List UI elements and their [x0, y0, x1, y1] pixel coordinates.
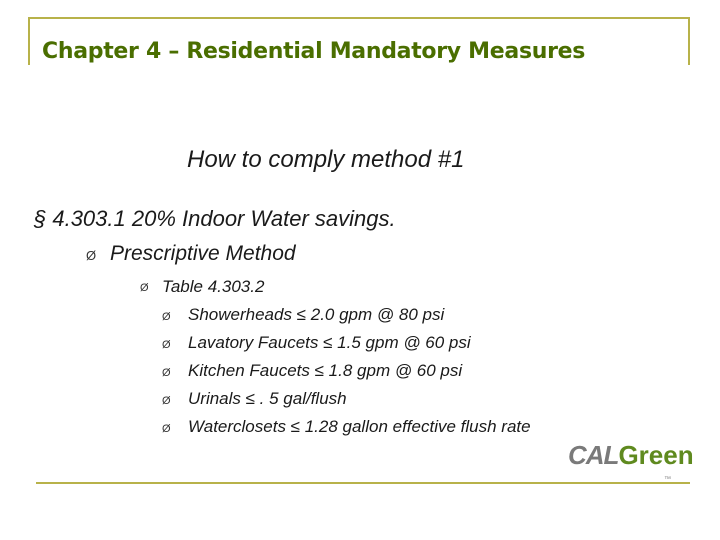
arrow-bullet-icon: Ø — [162, 367, 171, 379]
arrow-bullet-icon: Ø — [162, 395, 171, 407]
frame-left-rule — [28, 17, 30, 65]
fixture-item-showerheads: Showerheads ≤ 2.0 gpm @ 80 psi — [188, 305, 445, 324]
logo-cal-text: CAL — [568, 440, 619, 470]
logo-green-text: Green — [618, 440, 694, 470]
slide-subtitle: How to comply method #1 — [187, 146, 465, 173]
slide-title: Chapter 4 – Residential Mandatory Measures — [42, 39, 586, 64]
calgreen-logo — [568, 440, 694, 471]
arrow-bullet-icon: Ø — [162, 423, 171, 435]
fixture-item-urinals: Urinals ≤ . 5 gal/flush — [188, 389, 347, 408]
table-reference: Table 4.303.2 — [162, 277, 265, 296]
frame-right-rule — [688, 17, 690, 65]
logo-trademark: ™ — [664, 476, 671, 483]
arrow-bullet-icon: Ø — [140, 282, 149, 294]
arrow-bullet-icon: Ø — [162, 339, 171, 351]
fixture-item-waterclosets: Waterclosets ≤ 1.28 gallon effective flush rate — [188, 417, 531, 436]
arrow-bullet-icon: Ø — [162, 311, 171, 323]
fixture-item-lavatory-faucets: Lavatory Faucets ≤ 1.5 gpm @ 60 psi — [188, 333, 471, 352]
method-item: Prescriptive Method — [110, 242, 296, 265]
fixture-item-kitchen-faucets: Kitchen Faucets ≤ 1.8 gpm @ 60 psi — [188, 361, 463, 380]
arrow-bullet-icon: Ø — [86, 248, 97, 263]
frame-bottom-rule — [36, 482, 690, 484]
frame-top-rule — [28, 17, 690, 19]
section-heading: § 4.303.1 20% Indoor Water savings. — [34, 206, 396, 231]
